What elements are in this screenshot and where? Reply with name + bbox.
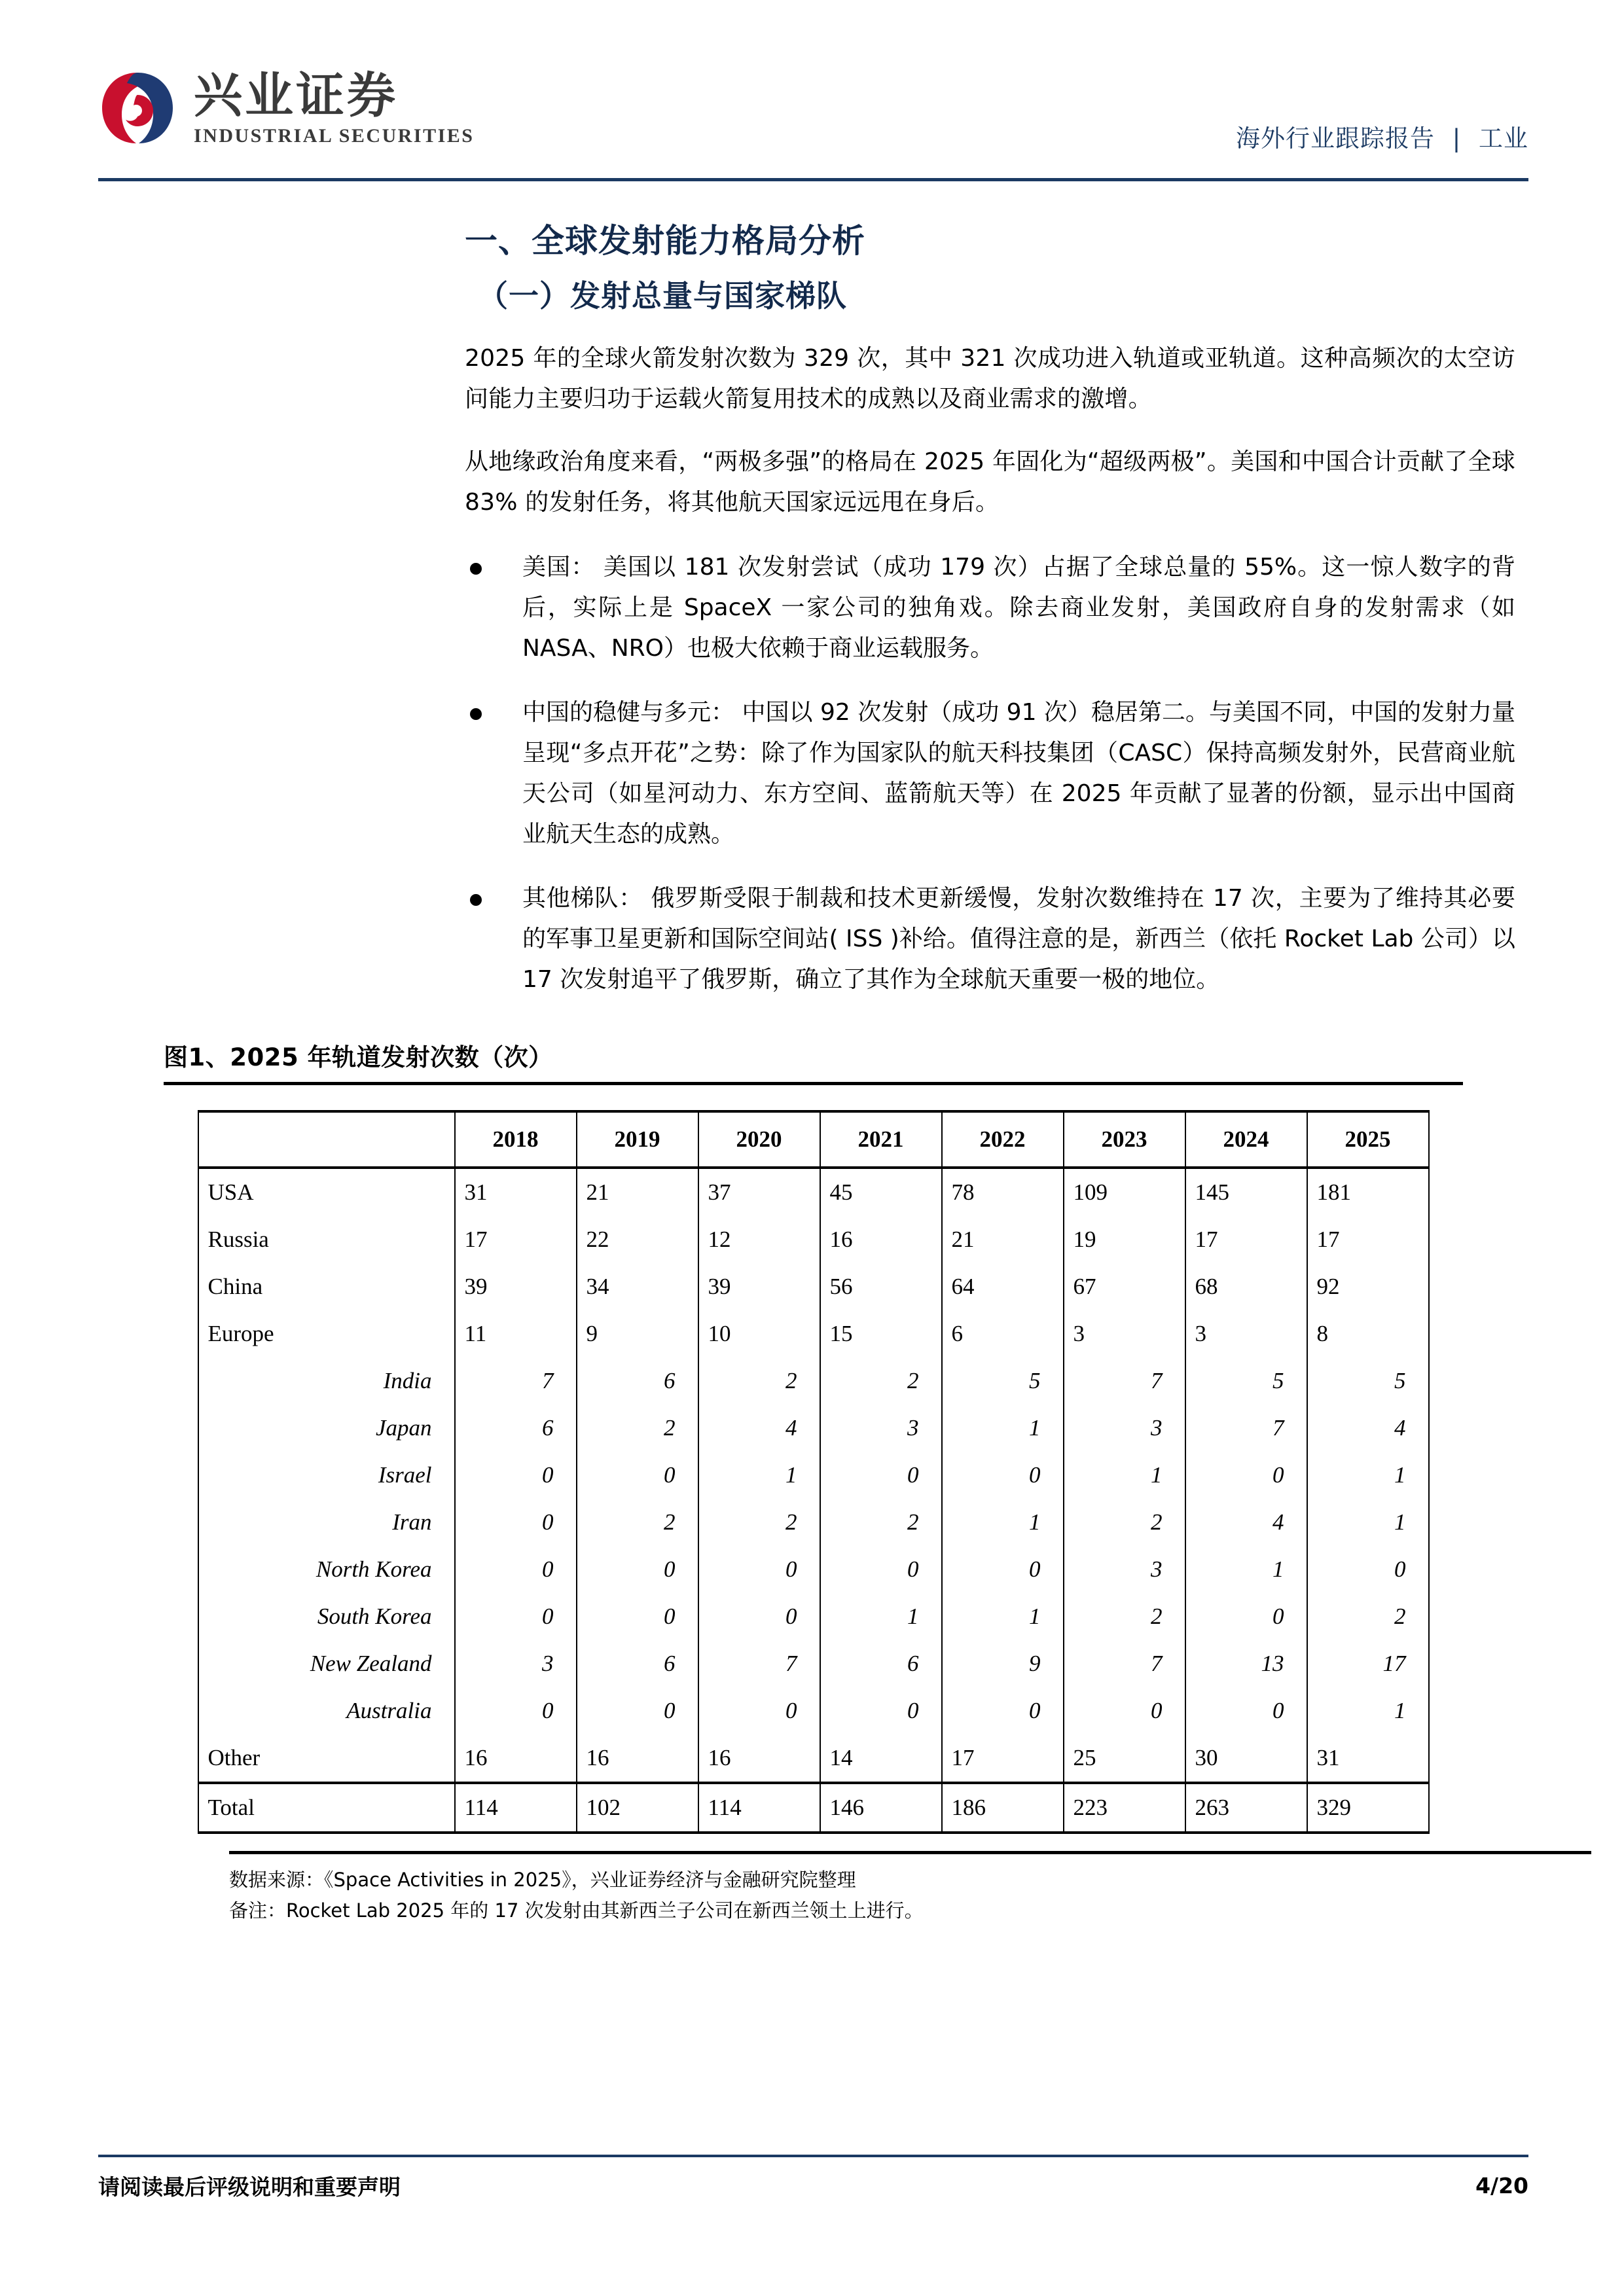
row-label: Total [198, 1783, 455, 1833]
cell: 1 [820, 1593, 942, 1640]
notes-rule [229, 1851, 1591, 1854]
cell: 2 [698, 1499, 820, 1546]
page-footer [98, 2170, 1528, 2201]
cell: 19 [1064, 1216, 1185, 1263]
table-row [198, 1687, 1429, 1734]
cell: 3 [1064, 1546, 1185, 1593]
cell: 30 [1185, 1734, 1307, 1783]
cell: 17 [1185, 1216, 1307, 1263]
cell: 31 [1307, 1734, 1429, 1783]
cell: 0 [577, 1593, 698, 1640]
cell: 0 [820, 1546, 942, 1593]
column-header: 2022 [942, 1111, 1064, 1168]
bullet-list [98, 547, 1528, 999]
cell: 6 [455, 1405, 577, 1452]
cell: 7 [1185, 1405, 1307, 1452]
cell: 0 [455, 1452, 577, 1499]
cell: 34 [577, 1263, 698, 1310]
subsection-heading: （一）发射总量与国家梯队 [478, 278, 847, 314]
launch-counts-table [198, 1110, 1430, 1834]
cell: 2 [577, 1499, 698, 1546]
cell: 1 [698, 1452, 820, 1499]
cell: 15 [820, 1310, 942, 1357]
cell: 181 [1307, 1168, 1429, 1216]
table-row [198, 1216, 1429, 1263]
cell: 22 [577, 1216, 698, 1263]
cell: 1 [1307, 1687, 1429, 1734]
cell: 78 [942, 1168, 1064, 1216]
cell: 109 [1064, 1168, 1185, 1216]
cell: 2 [820, 1499, 942, 1546]
row-label: Australia [198, 1687, 455, 1734]
cell: 1 [942, 1593, 1064, 1640]
cell: 186 [942, 1783, 1064, 1833]
cell: 0 [577, 1546, 698, 1593]
cell: 56 [820, 1263, 942, 1310]
cell: 0 [577, 1452, 698, 1499]
cell: 0 [942, 1546, 1064, 1593]
cell: 13 [1185, 1640, 1307, 1687]
row-label: China [198, 1263, 455, 1310]
remark-note: 备注：Rocket Lab 2025 年的 17 次发射由其新西兰子公司在新西兰领土上进行。 [229, 1899, 924, 1922]
footer-rule [98, 2155, 1528, 2157]
cell: 5 [1185, 1357, 1307, 1405]
cell: 21 [942, 1216, 1064, 1263]
paragraph-block [98, 338, 1528, 523]
cell: 6 [820, 1640, 942, 1687]
section-heading: 一、全球发射能力格局分析 [465, 222, 865, 260]
cell: 14 [820, 1734, 942, 1783]
cell: 114 [698, 1783, 820, 1833]
row-label: New Zealand [198, 1640, 455, 1687]
figure-notes [164, 1851, 1463, 1926]
cell: 3 [1185, 1310, 1307, 1357]
cell: 5 [1307, 1357, 1429, 1405]
cell: 1 [1307, 1452, 1429, 1499]
cell: 16 [698, 1734, 820, 1783]
row-label: Europe [198, 1310, 455, 1357]
column-header: 2020 [698, 1111, 820, 1168]
table-row [198, 1357, 1429, 1405]
cell: 7 [1064, 1357, 1185, 1405]
header-report-label [1236, 118, 1528, 154]
cell: 2 [1307, 1593, 1429, 1640]
cell: 16 [577, 1734, 698, 1783]
table-row [198, 1640, 1429, 1687]
cell: 1 [1307, 1499, 1429, 1546]
cell: 0 [1185, 1687, 1307, 1734]
table-row [198, 1405, 1429, 1452]
header-rule [98, 178, 1528, 181]
list-item: 其他梯队： 俄罗斯受限于制裁和技术更新缓慢，发射次数维持在 17 次，主要为了维持其必要的军事卫星更新和国际空间站( ISS )补给。值得注意的是，新西兰（依托 Rocket Lab 公司）以 17 次发射追平了俄罗斯，确立了其作为全球航天重要一极的地位。 [465, 878, 1515, 1000]
header-divider: | [1452, 124, 1462, 152]
table-row [198, 1263, 1429, 1310]
cell: 4 [1307, 1405, 1429, 1452]
cell: 329 [1307, 1783, 1429, 1833]
brand-wordmark [194, 69, 474, 147]
cell: 16 [820, 1216, 942, 1263]
cell: 2 [577, 1405, 698, 1452]
cell: 25 [1064, 1734, 1185, 1783]
row-label: North Korea [198, 1546, 455, 1593]
cell: 0 [698, 1546, 820, 1593]
cell: 0 [1307, 1546, 1429, 1593]
cell: 0 [1185, 1593, 1307, 1640]
table-corner-cell [198, 1111, 455, 1168]
cell: 2 [698, 1357, 820, 1405]
cell: 0 [577, 1687, 698, 1734]
cell: 2 [1064, 1593, 1185, 1640]
cell: 16 [455, 1734, 577, 1783]
table-total-row [198, 1783, 1429, 1833]
cell: 7 [455, 1357, 577, 1405]
cell: 1 [942, 1499, 1064, 1546]
cell: 145 [1185, 1168, 1307, 1216]
cell: 39 [455, 1263, 577, 1310]
cell: 31 [455, 1168, 577, 1216]
cell: 2 [820, 1357, 942, 1405]
cell: 0 [942, 1452, 1064, 1499]
cell: 2 [1064, 1499, 1185, 1546]
row-label: Other [198, 1734, 455, 1783]
cell: 17 [455, 1216, 577, 1263]
cell: 0 [820, 1452, 942, 1499]
table-row [198, 1168, 1429, 1216]
cell: 263 [1185, 1783, 1307, 1833]
cell: 17 [942, 1734, 1064, 1783]
cell: 3 [1064, 1310, 1185, 1357]
figure-block [98, 1037, 1528, 1926]
report-type-label: 海外行业跟踪报告 [1236, 124, 1435, 152]
cell: 1 [942, 1405, 1064, 1452]
cell: 21 [577, 1168, 698, 1216]
cell: 146 [820, 1783, 942, 1833]
row-label: Japan [198, 1405, 455, 1452]
cell: 0 [455, 1593, 577, 1640]
table-row [198, 1310, 1429, 1357]
cell: 0 [1185, 1452, 1307, 1499]
cell: 0 [455, 1546, 577, 1593]
brand-name-cn: 兴业证券 [194, 67, 398, 124]
column-header: 2024 [1185, 1111, 1307, 1168]
row-label: Israel [198, 1452, 455, 1499]
cell: 12 [698, 1216, 820, 1263]
row-label: USA [198, 1168, 455, 1216]
cell: 10 [698, 1310, 820, 1357]
cell: 45 [820, 1168, 942, 1216]
cell: 0 [942, 1687, 1064, 1734]
cell: 17 [1307, 1216, 1429, 1263]
cell: 6 [577, 1357, 698, 1405]
table-row [198, 1546, 1429, 1593]
row-label: Russia [198, 1216, 455, 1263]
cell: 0 [820, 1687, 942, 1734]
cell: 6 [942, 1310, 1064, 1357]
cell: 7 [1064, 1640, 1185, 1687]
table-body [198, 1168, 1429, 1833]
cell: 0 [455, 1687, 577, 1734]
list-item: 中国的稳健与多元： 中国以 92 次发射（成功 91 次）稳居第二。与美国不同，中国的发射力量呈现“多点开花”之势：除了作为国家队的航天科技集团（CASC）保持高频发射外，民营商业航天公司（如星河动力、东方空间、蓝箭航天等）在 2025 年贡献了显著的份额，显示出中国商业航天生态的成熟。 [465, 692, 1515, 855]
cell: 7 [698, 1640, 820, 1687]
cell: 68 [1185, 1263, 1307, 1310]
cell: 39 [698, 1263, 820, 1310]
table-head [198, 1111, 1429, 1168]
cell: 92 [1307, 1263, 1429, 1310]
column-header: 2025 [1307, 1111, 1429, 1168]
page-number: 4/20 [1475, 2173, 1528, 2198]
cell: 1 [1185, 1546, 1307, 1593]
column-header: 2021 [820, 1111, 942, 1168]
row-label: India [198, 1357, 455, 1405]
paragraph: 2025 年的全球火箭发射次数为 329 次，其中 321 次成功进入轨道或亚轨道。这种高频次的太空访问能力主要归功于运载火箭复用技术的成熟以及商业需求的激增。 [465, 344, 1515, 412]
cell: 67 [1064, 1263, 1185, 1310]
cell: 0 [455, 1499, 577, 1546]
cell: 0 [1064, 1687, 1185, 1734]
row-label: South Korea [198, 1593, 455, 1640]
cell: 3 [455, 1640, 577, 1687]
column-header: 2018 [455, 1111, 577, 1168]
cell: 114 [455, 1783, 577, 1833]
cell: 9 [577, 1310, 698, 1357]
table-row [198, 1734, 1429, 1783]
cell: 4 [1185, 1499, 1307, 1546]
spiral-logo-icon [98, 69, 177, 147]
page-header [98, 62, 1528, 180]
cell: 4 [698, 1405, 820, 1452]
figure-rule [164, 1082, 1463, 1085]
cell: 0 [698, 1593, 820, 1640]
cell: 9 [942, 1640, 1064, 1687]
brand-name-en: INDUSTRIAL SECURITIES [194, 125, 475, 147]
cell: 64 [942, 1263, 1064, 1310]
cell: 1 [1064, 1452, 1185, 1499]
table-row [198, 1593, 1429, 1640]
table-row [198, 1452, 1429, 1499]
document-body [98, 196, 1528, 1926]
cell: 37 [698, 1168, 820, 1216]
column-header: 2023 [1064, 1111, 1185, 1168]
table-header-row [198, 1111, 1429, 1168]
cell: 0 [698, 1687, 820, 1734]
row-label: Iran [198, 1499, 455, 1546]
brand-logo [98, 69, 474, 147]
cell: 5 [942, 1357, 1064, 1405]
cell: 3 [820, 1405, 942, 1452]
cell: 102 [577, 1783, 698, 1833]
source-note: 数据来源：《Space Activities in 2025》，兴业证券经济与金融研究院整理 [229, 1869, 856, 1892]
column-header: 2019 [577, 1111, 698, 1168]
cell: 17 [1307, 1640, 1429, 1687]
paragraph: 从地缘政治角度来看，“两极多强”的格局在 2025 年固化为“超级两极”。美国和中国合计贡献了全球 83% 的发射任务，将其他航天国家远远甩在身后。 [465, 448, 1515, 516]
cell: 3 [1064, 1405, 1185, 1452]
cell: 223 [1064, 1783, 1185, 1833]
cell: 8 [1307, 1310, 1429, 1357]
cell: 6 [577, 1640, 698, 1687]
figure-title: 图1、2025 年轨道发射次数（次） [164, 1043, 553, 1072]
cell: 11 [455, 1310, 577, 1357]
sector-label: 工业 [1479, 124, 1528, 152]
list-item: 美国： 美国以 181 次发射尝试（成功 179 次）占据了全球总量的 55%。这一惊人数字的背后，实际上是 SpaceX 一家公司的独角戏。除去商业发射，美国政府自身的发射需求（如 NASA、NRO）也极大依赖于商业运载服务。 [465, 547, 1515, 669]
footer-disclaimer: 请阅读最后评级说明和重要声明 [98, 2174, 401, 2200]
table-row [198, 1499, 1429, 1546]
